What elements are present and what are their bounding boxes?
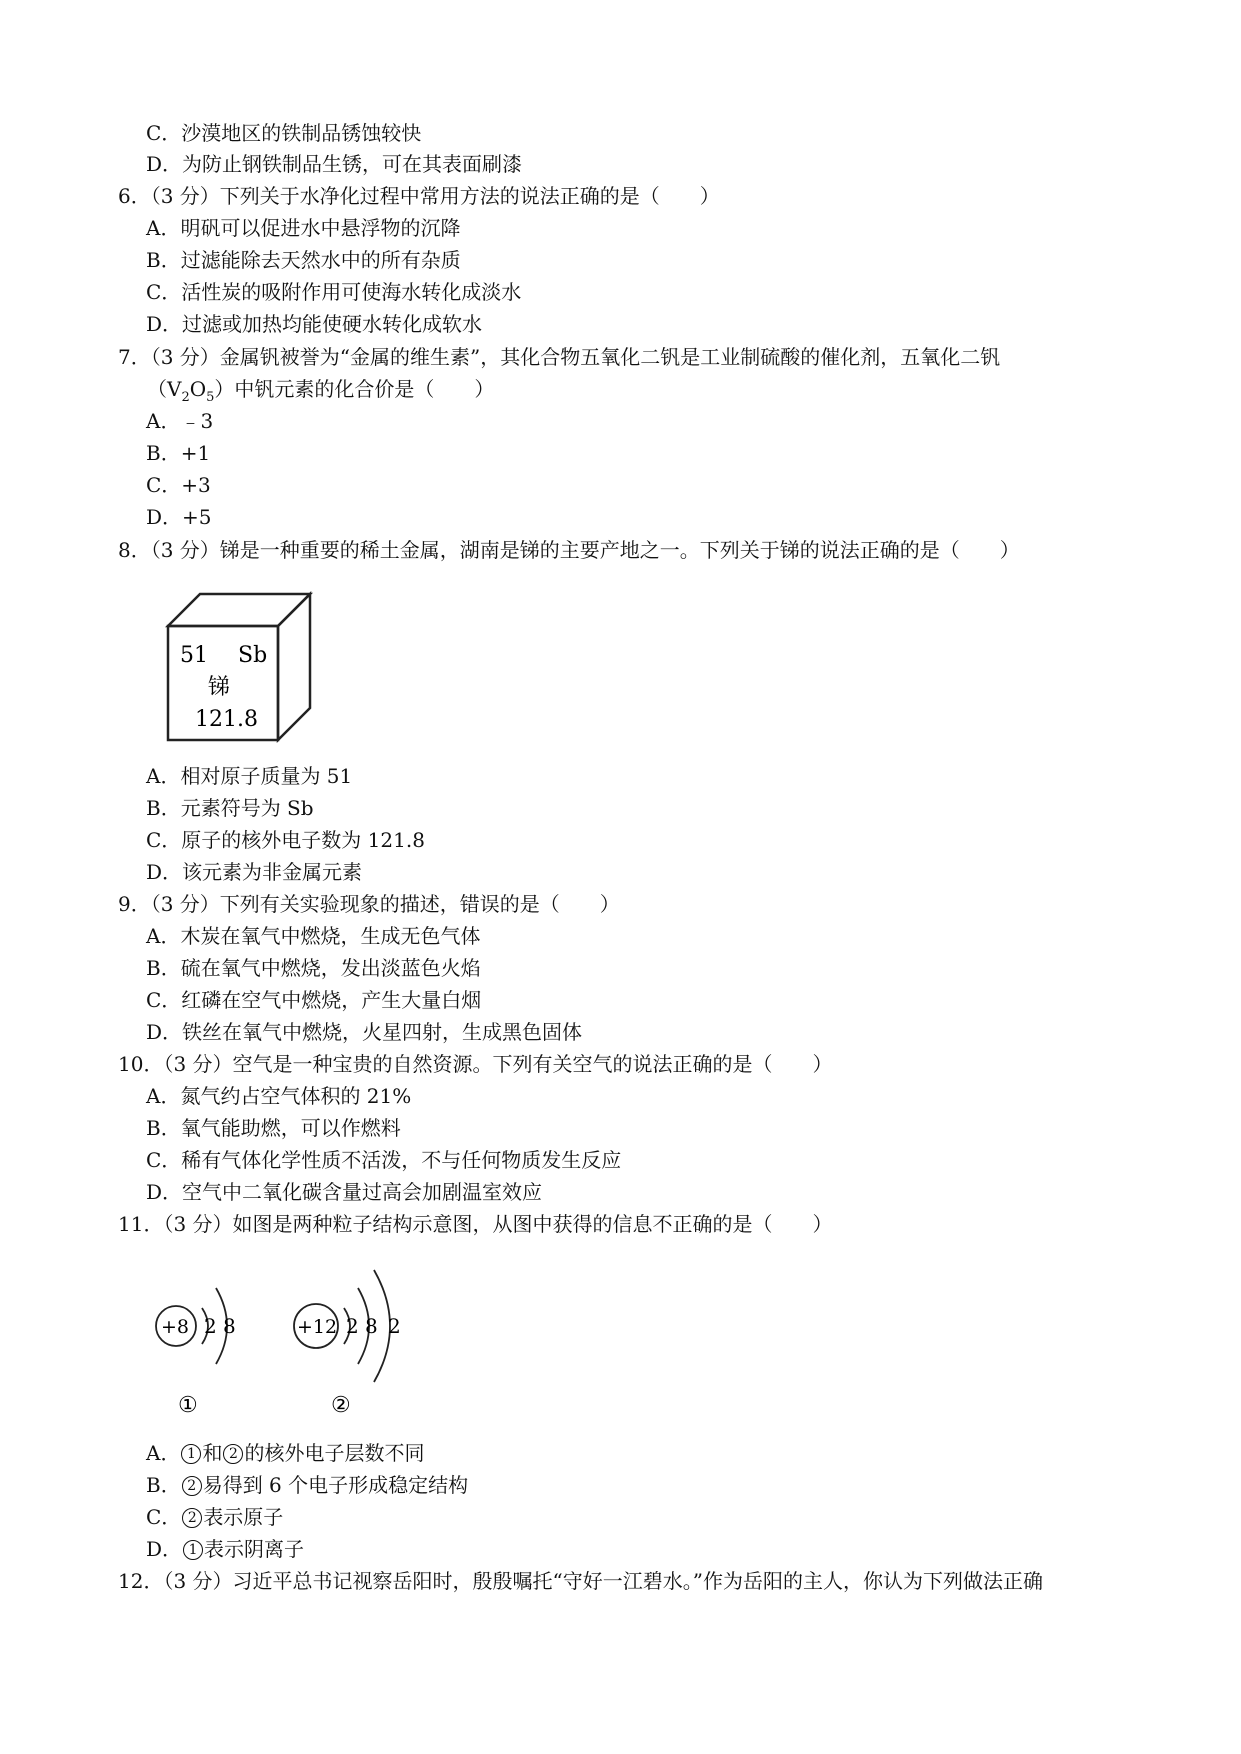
cube-side-face xyxy=(278,594,310,740)
q10-stem: 10．（3 分）空气是一种宝贵的自然资源。下列有关空气的说法正确的是（ ） xyxy=(118,1052,833,1076)
element-symbol: Sb xyxy=(238,643,268,668)
circled-number-2: 2 xyxy=(182,1476,202,1496)
q10-option-a: A．氮气约占空气体积的 21% xyxy=(146,1084,412,1108)
q7-stem: 7．（3 分）金属钒被誉为“金属的维生素”，其化合物五氧化二钒是工业制硫酸的催化剂，五氧化二钒 xyxy=(118,345,1001,369)
q11-stem: 11．（3 分）如图是两种粒子结构示意图，从图中获得的信息不正确的是（ ） xyxy=(118,1212,833,1236)
element-name: 锑 xyxy=(208,675,231,700)
q10-option-c: C．稀有气体化学性质不活泼，不与任何物质发生反应 xyxy=(146,1148,622,1172)
particle-2-shell-3-electrons: 2 xyxy=(388,1314,401,1338)
q9-stem: 9．（3 分）下列有关实验现象的描述，错误的是（ ） xyxy=(118,892,620,916)
particle-2-shell-1-electrons: 2 xyxy=(346,1314,359,1338)
q7-option-b: B．+1 xyxy=(146,441,211,465)
q10-option-d: D．空气中二氧化碳含量过高会加剧温室效应 xyxy=(146,1180,543,1204)
particle-1-shell-2-electrons: 8 xyxy=(223,1314,236,1338)
q5-option-d: D．为防止钢铁制品生锈，可在其表面刷漆 xyxy=(146,152,523,176)
q6-option-b: B．过滤能除去天然水中的所有杂质 xyxy=(146,248,461,272)
q7-stem-formula-line: $(V_2O_5)$中钒元素的化合价是（ ） xyxy=(147,377,495,405)
q11-option-c: C． 2 表示原子 xyxy=(146,1505,284,1529)
q6-stem: 6．（3 分）下列关于水净化过程中常用方法的说法正确的是（ ） xyxy=(118,184,720,208)
q9-option-b: B．硫在氧气中燃烧，发出淡蓝色火焰 xyxy=(146,956,481,980)
q8-option-d: D．该元素为非金属元素 xyxy=(146,860,363,884)
q11-option-a: A． 1 和 2 的核外电子层数不同 xyxy=(146,1441,425,1465)
q8-stem: 8．（3 分）锑是一种重要的稀土金属，湖南是锑的主要产地之一。下列关于锑的说法正确的是（ ） xyxy=(118,538,1020,562)
q9-option-d: D．铁丝在氧气中燃烧，火星四射，生成黑色固体 xyxy=(146,1020,583,1044)
q12-stem: 12．（3 分）习近平总书记视察岳阳时，殷殷嘱托“守好一江碧水。”作为岳阳的主人，你认为下列做法正确 xyxy=(118,1569,1043,1593)
element-card-antimony xyxy=(160,586,320,746)
q5-option-c: C．沙漠地区的铁制品锈蚀较快 xyxy=(146,121,422,145)
circled-number-1: 1 xyxy=(183,1540,203,1560)
q9-option-a: A．木炭在氧气中燃烧，生成无色气体 xyxy=(146,924,481,948)
circled-number-2: 2 xyxy=(182,1508,202,1528)
atomic-mass: 121.8 xyxy=(195,707,258,732)
atomic-number: 51 xyxy=(180,643,208,668)
q7-option-c: C．+3 xyxy=(146,473,211,497)
q6-option-c: C．活性炭的吸附作用可使海水转化成淡水 xyxy=(146,280,522,304)
particle-2-nucleus: +12 xyxy=(297,1316,338,1338)
particle-structure-diagrams xyxy=(140,1262,440,1422)
q6-option-d: D．过滤或加热均能使硬水转化成软水 xyxy=(146,312,483,336)
circled-number-1: 1 xyxy=(181,1444,201,1464)
q11-option-d: D． 1 表示阴离子 xyxy=(146,1537,305,1561)
q10-option-b: B．氧气能助燃，可以作燃料 xyxy=(146,1116,401,1140)
cube-top-face xyxy=(168,594,310,626)
circled-number-2: 2 xyxy=(223,1444,243,1464)
q11-option-b: B． 2 易得到 6 个电子形成稳定结构 xyxy=(146,1473,469,1497)
q8-option-b: B．元素符号为 Sb xyxy=(146,796,314,820)
q6-option-a: A．明矾可以促进水中悬浮物的沉降 xyxy=(146,216,461,240)
particle-2-label: ② xyxy=(331,1393,351,1418)
particle-1-nucleus: +8 xyxy=(161,1316,190,1338)
particle-2-shell-2-electrons: 8 xyxy=(365,1314,378,1338)
q9-option-c: C．红磷在空气中燃烧，产生大量白烟 xyxy=(146,988,482,1012)
particle-1-label: ① xyxy=(178,1393,198,1418)
q7-option-d: D．+5 xyxy=(146,505,212,529)
q7-option-a: A．﹣3 xyxy=(146,409,214,433)
q8-option-a: A．相对原子质量为 51 xyxy=(146,764,353,788)
q8-option-c: C．原子的核外电子数为 121.8 xyxy=(146,828,425,852)
particle-1-shell-1-electrons: 2 xyxy=(204,1314,217,1338)
